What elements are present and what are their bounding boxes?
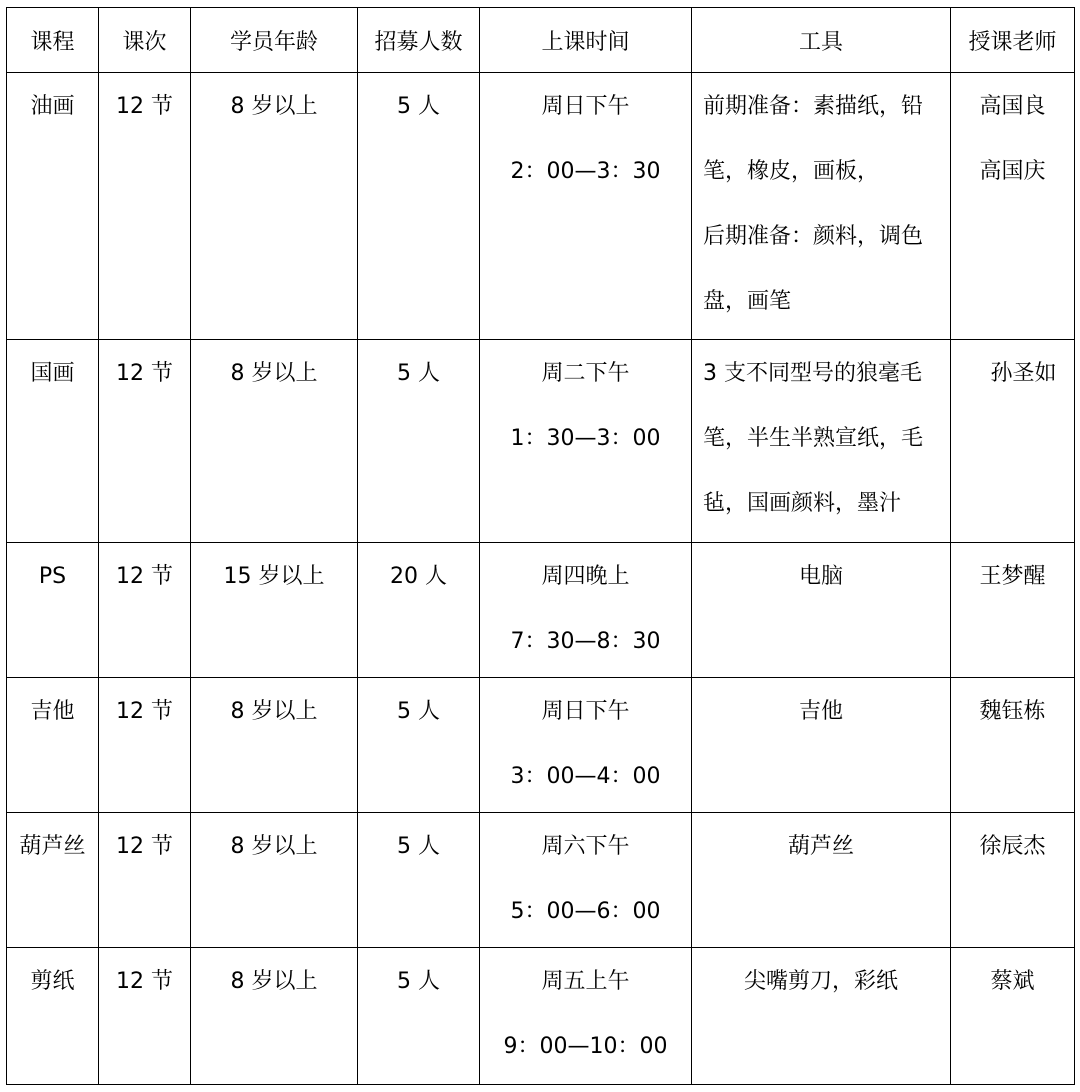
capacity-cell: 5 人: [358, 340, 480, 543]
time-day: 周六下午: [541, 834, 630, 859]
teacher-name: 徐辰杰: [979, 834, 1046, 859]
sessions-cell: 12 节: [99, 340, 191, 543]
table-row: [7, 678, 1075, 813]
course-cell: 吉他: [7, 678, 99, 813]
time-cell: [480, 543, 692, 678]
course-schedule-table-wrapper: [6, 7, 1075, 1085]
teacher-name: 王梦醒: [979, 564, 1046, 589]
course-cell: 剪纸: [7, 948, 99, 1085]
teacher-cell: [951, 543, 1075, 678]
age-cell: 8 岁以上: [191, 678, 358, 813]
capacity-cell: 5 人: [358, 73, 480, 340]
capacity-cell: 5 人: [358, 948, 480, 1085]
header-teacher: 授课老师: [951, 8, 1075, 73]
tools-cell: [692, 73, 951, 340]
teacher-name: 蔡斌: [990, 969, 1035, 994]
course-cell: 国画: [7, 340, 99, 543]
time-range: 3：00—4：00: [510, 764, 661, 789]
time-day: 周日下午: [541, 94, 630, 119]
time-cell: [480, 948, 692, 1085]
time-cell: [480, 73, 692, 340]
tools-line: 前期准备：素描纸，铅: [703, 94, 924, 119]
table-row: [7, 340, 1075, 543]
tools-cell: [692, 813, 951, 948]
tools-line: 尖嘴剪刀，彩纸: [743, 969, 898, 994]
time-day: 周五上午: [541, 969, 630, 994]
teacher-name: 孙圣如: [990, 361, 1057, 386]
age-cell: 8 岁以上: [191, 340, 358, 543]
tools-cell: [692, 543, 951, 678]
header-age: 学员年龄: [191, 8, 358, 73]
time-range: 2：00—3：30: [510, 159, 661, 184]
time-day: 周二下午: [541, 361, 630, 386]
header-sessions: 课次: [99, 8, 191, 73]
teacher-cell: [951, 948, 1075, 1085]
time-range: 5：00—6：00: [510, 899, 661, 924]
time-cell: [480, 340, 692, 543]
time-day: 周四晚上: [541, 564, 630, 589]
course-schedule-table: [6, 7, 1075, 1085]
tools-line: 3 支不同型号的狼毫毛: [703, 361, 922, 386]
tools-line: 笔，橡皮，画板，: [703, 159, 880, 184]
tools-line: 吉他: [798, 699, 843, 724]
sessions-cell: 12 节: [99, 678, 191, 813]
capacity-cell: 20 人: [358, 543, 480, 678]
capacity-cell: 5 人: [358, 813, 480, 948]
header-capacity: 招募人数: [358, 8, 480, 73]
time-day: 周日下午: [541, 699, 630, 724]
header-tools: 工具: [692, 8, 951, 73]
course-cell: PS: [7, 543, 99, 678]
tools-cell: [692, 340, 951, 543]
age-cell: 15 岁以上: [191, 543, 358, 678]
capacity-cell: 5 人: [358, 678, 480, 813]
course-cell: 葫芦丝: [7, 813, 99, 948]
time-range: 9：00—10：00: [503, 1034, 668, 1059]
teacher-cell: [951, 340, 1075, 543]
time-range: 7：30—8：30: [510, 629, 661, 654]
teacher-cell: [951, 678, 1075, 813]
tools-cell: [692, 948, 951, 1085]
header-row: [7, 8, 1075, 73]
header-course: 课程: [7, 8, 99, 73]
time-cell: [480, 678, 692, 813]
course-cell: 油画: [7, 73, 99, 340]
table-row: [7, 948, 1075, 1085]
teacher-cell: [951, 73, 1075, 340]
age-cell: 8 岁以上: [191, 813, 358, 948]
teacher-cell: [951, 813, 1075, 948]
tools-cell: [692, 678, 951, 813]
age-cell: 8 岁以上: [191, 948, 358, 1085]
time-cell: [480, 813, 692, 948]
age-cell: 8 岁以上: [191, 73, 358, 340]
sessions-cell: 12 节: [99, 948, 191, 1085]
tools-line: 葫芦丝: [787, 834, 854, 859]
sessions-cell: 12 节: [99, 73, 191, 340]
teacher-name: 高国良: [979, 94, 1046, 119]
time-range: 1：30—3：00: [510, 426, 661, 451]
table-row: [7, 543, 1075, 678]
tools-line: 后期准备：颜料，调色: [703, 224, 924, 249]
sessions-cell: 12 节: [99, 543, 191, 678]
tools-line: 盘，画笔: [703, 289, 792, 314]
teacher-name: 魏钰栋: [979, 699, 1046, 724]
tools-line: 笔，半生半熟宣纸，毛: [703, 426, 924, 451]
sessions-cell: 12 节: [99, 813, 191, 948]
table-row: [7, 73, 1075, 340]
table-row: [7, 813, 1075, 948]
tools-line: 电脑: [798, 564, 843, 589]
tools-line: 毡，国画颜料，墨汁: [703, 491, 902, 516]
teacher-name: 高国庆: [979, 159, 1046, 184]
header-time: 上课时间: [480, 8, 692, 73]
